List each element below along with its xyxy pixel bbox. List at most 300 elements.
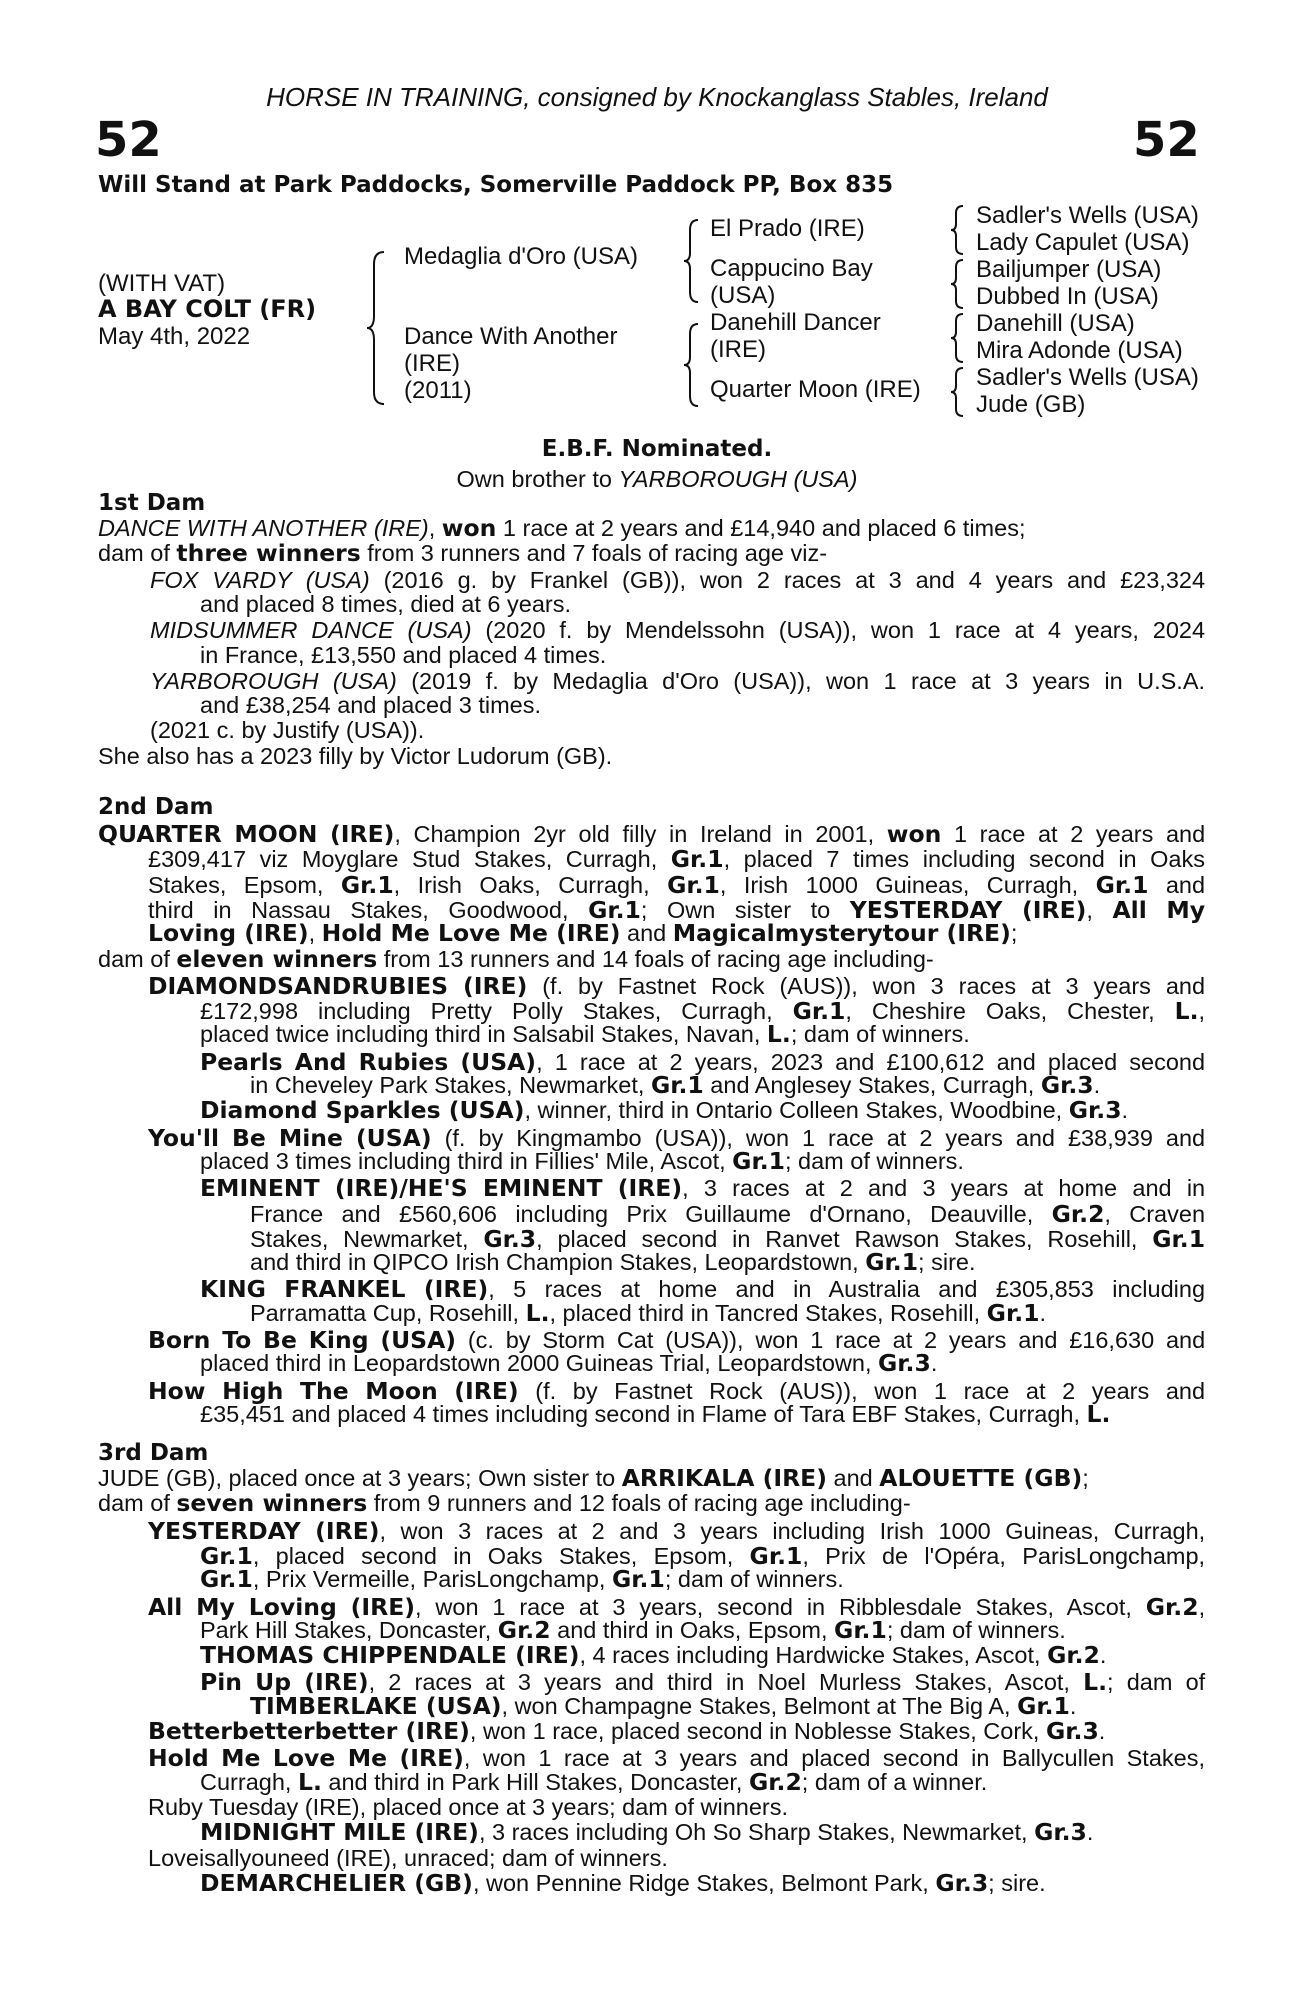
text: races: [958, 972, 1017, 999]
text: races: [485, 1517, 544, 1544]
bold-text: L.: [1086, 1399, 1111, 1428]
italic-text: DANCE WITH ANOTHER (IRE): [98, 515, 429, 541]
pedigree-dam-dam: Quarter Moon (IRE): [710, 376, 921, 403]
text: ,: [415, 1593, 422, 1620]
text: ; sire.: [918, 1249, 976, 1276]
bold-text: ALOUETTE (GB): [879, 1464, 1083, 1492]
text: Rock: [709, 1377, 763, 1404]
text: home: [658, 1276, 718, 1303]
third-dam-line: [98, 1466, 1089, 1491]
text: by: [578, 972, 603, 999]
text: race: [563, 1745, 610, 1772]
bold-text: three winners: [176, 539, 361, 568]
text: Storm: [542, 1327, 606, 1353]
text: in: [726, 1669, 745, 1696]
text: in: [732, 1225, 751, 1252]
bold-text: Gr.3: [1068, 1096, 1122, 1125]
text: third: [667, 1669, 713, 1696]
text: at: [1025, 1377, 1046, 1404]
text: d'Oro: [662, 667, 719, 694]
text: years: [948, 1327, 1007, 1353]
bold-text: (IRE): [423, 1275, 489, 1304]
text: £16,630: [1069, 1327, 1155, 1353]
text: and: [1165, 1327, 1206, 1353]
text: Stakes,: [582, 998, 662, 1025]
text: (2020: [485, 617, 546, 644]
bold-text: Gr.1: [1095, 870, 1149, 899]
text: including: [1112, 1276, 1206, 1303]
text: won: [745, 1124, 790, 1151]
text: ,: [1086, 896, 1093, 923]
text: ,: [682, 1175, 689, 1202]
text: Own: [667, 896, 716, 923]
text: at: [557, 1517, 578, 1544]
bold-text: The: [300, 1376, 349, 1405]
text: at: [485, 1669, 505, 1696]
text: Ascot,: [1066, 1593, 1132, 1620]
text: second: [882, 1745, 959, 1772]
text: 3: [612, 1593, 626, 1620]
text: Curragh,: [558, 871, 650, 898]
third-dam-line: [200, 1820, 1093, 1845]
text: £23,324: [1120, 566, 1206, 593]
text: Epsom,: [653, 1542, 734, 1569]
pedigree-sire-brace: [683, 218, 701, 304]
text: race: [579, 1048, 626, 1075]
bold-text: You'll: [148, 1123, 220, 1152]
text: won: [872, 972, 916, 999]
text: Chester,: [1067, 998, 1155, 1025]
text: won: [400, 1517, 444, 1544]
text: Noel: [757, 1669, 806, 1696]
bold-text: Be: [232, 1123, 266, 1152]
text: in: [1186, 1175, 1206, 1202]
pedigree-g3-4: Danehill (USA): [976, 310, 1135, 337]
text: race: [979, 821, 1026, 847]
text: (2016: [383, 566, 444, 593]
bold-text: FRANKEL: [284, 1275, 406, 1304]
text: Stakes,: [558, 1542, 638, 1569]
text: 1: [933, 1377, 947, 1404]
pedigree-g3-5: Mira Adonde (USA): [976, 337, 1183, 364]
text: filly: [622, 821, 657, 847]
text: ParisLongchamp,: [1022, 1542, 1206, 1569]
text: ; dam of winners.: [790, 1021, 970, 1048]
text: Parramatta Cup, Rosehill,: [250, 1299, 526, 1326]
text: 1: [883, 667, 897, 694]
text: £560,606: [398, 1200, 498, 1227]
text: Guineas,: [1005, 1517, 1100, 1544]
bold-text: Gr.1: [792, 997, 846, 1026]
text: France: [250, 1200, 324, 1227]
text: races: [732, 1175, 790, 1202]
first-dam-line: [150, 567, 1205, 594]
pedigree-dam-sire-line1: Danehill Dancer: [710, 309, 881, 336]
second-dam-line: [200, 1351, 937, 1376]
bold-text: EMINENT: [200, 1174, 320, 1203]
text: Ribblesdale: [838, 1593, 962, 1620]
bold-text: MIDNIGHT MILE (IRE): [200, 1818, 479, 1847]
text: ,: [393, 871, 401, 898]
text: £100,612: [886, 1048, 985, 1075]
text: g.: [457, 566, 478, 593]
first-dam-line: [98, 541, 827, 566]
text: race: [963, 1377, 1010, 1404]
text: (2021 c. by Justify (USA)).: [150, 717, 425, 744]
text: and third in Oaks, Epsom,: [550, 1616, 835, 1643]
text: in: [784, 821, 803, 847]
text: of: [1185, 1669, 1206, 1696]
bold-text: (IRE): [329, 820, 395, 848]
text: won: [870, 617, 915, 644]
bold-text: seven winners: [176, 1489, 368, 1518]
text: at: [971, 667, 991, 694]
text: and: [996, 1048, 1036, 1075]
text: and: [1018, 1327, 1058, 1353]
bold-text: Pearls: [200, 1047, 283, 1076]
third-dam-line: [250, 1691, 1077, 1720]
text: Deauville,: [930, 1200, 1034, 1227]
text: won: [874, 1377, 918, 1404]
text: 2: [1062, 1377, 1076, 1404]
third-dam-line: [200, 1615, 1066, 1644]
text: (f.: [444, 1124, 466, 1151]
text: £305,853: [995, 1276, 1094, 1303]
bold-text: Gr.1: [834, 1615, 887, 1644]
pedigree-g3-7: Jude (GB): [976, 391, 1086, 418]
text: Craven: [1129, 1200, 1206, 1227]
bold-text: My: [196, 1592, 235, 1621]
text: at: [892, 1327, 913, 1353]
text: Ranvet: [765, 1225, 840, 1252]
text: Cheshire: [871, 998, 966, 1025]
bold-text: Up: [255, 1668, 292, 1697]
pedigree-g3-6: Sadler's Wells (USA): [976, 364, 1199, 391]
text: and: [1015, 1124, 1056, 1151]
italic-text: VARDY: [212, 566, 292, 593]
text: 3: [672, 1517, 686, 1544]
second-dam-line: [250, 1073, 1100, 1098]
bold-text: Gr.1: [1017, 1691, 1070, 1720]
text: Newmarket,: [343, 1225, 469, 1252]
text: and: [826, 1465, 880, 1491]
bold-text: And: [294, 1047, 347, 1076]
text: 1: [953, 821, 968, 847]
italic-text: (USA): [407, 617, 472, 644]
text: Rock: [711, 972, 765, 999]
first-dam-line: [200, 592, 571, 617]
text: JUDE (GB), placed once at 3 years; Own sister to: [98, 1465, 622, 1491]
text: placed: [1047, 1048, 1118, 1075]
text: race: [954, 617, 1001, 644]
bold-text: (IRE): [315, 1516, 380, 1545]
text: Stakes,: [1126, 1745, 1205, 1772]
text: races: [783, 566, 842, 593]
text: Stakes,: [250, 1225, 329, 1252]
text: second: [361, 1542, 437, 1569]
text: Ballycullen: [1001, 1745, 1115, 1772]
bold-text: To: [222, 1326, 252, 1354]
text: 3: [888, 566, 902, 593]
text: dam of: [98, 1490, 177, 1517]
first-dam-line: [200, 693, 541, 718]
text: d'Ornano,: [809, 1200, 912, 1227]
second-dam-line: [148, 845, 1205, 873]
bold-text: Gr.3: [483, 1224, 537, 1253]
text: including: [772, 1517, 866, 1544]
text: years: [1091, 1377, 1150, 1404]
italic-text: YARBOROUGH: [150, 667, 319, 694]
italic-text: (USA): [305, 566, 370, 593]
text: old: [578, 821, 610, 847]
text: ,: [1104, 1200, 1111, 1227]
text: (AUS)),: [779, 1377, 858, 1404]
text: .: [1093, 1072, 1101, 1098]
text: Stakes,: [914, 1669, 993, 1696]
third-dam-line: [200, 1643, 1106, 1668]
bold-text: Gr.3: [1040, 1071, 1094, 1099]
bold-text: Magicalmysterytour (IRE): [672, 919, 1011, 948]
vat-note: (WITH VAT): [98, 270, 226, 297]
bold-text: Gr.1: [340, 870, 394, 899]
text: .: [1099, 1642, 1107, 1669]
bold-text: Diamond Sparkles (USA): [200, 1096, 525, 1125]
text: f.: [559, 617, 573, 644]
page-header-title: HORSE IN TRAINING, consigned by Knockanglass Stables, Ireland: [266, 82, 1048, 112]
text: de: [881, 1542, 909, 1569]
third-dam-line: [98, 1491, 911, 1516]
text: Loveisallyouneed (IRE), unraced; dam of winners.: [148, 1844, 668, 1871]
italic-text: MIDSUMMER: [150, 617, 298, 644]
text: ,: [252, 1542, 260, 1569]
italic-text: (USA): [332, 667, 397, 694]
text: ; dam of a winner.: [801, 1768, 988, 1795]
text: Pretty: [430, 998, 493, 1025]
text: at: [622, 1745, 642, 1772]
text: at: [1014, 617, 1035, 644]
text: Mendelssohn: [625, 617, 765, 644]
bold-text: Mine: [278, 1123, 343, 1152]
text: f.: [485, 667, 499, 694]
text: Ascot,: [1004, 1669, 1070, 1696]
text: including: [922, 846, 1016, 873]
text: viz: [259, 846, 289, 873]
text: second: [717, 1593, 793, 1620]
text: in Cheveley Park Stakes, Newmarket,: [250, 1072, 651, 1098]
third-dam-line: [148, 1846, 668, 1871]
first-dam-line: [200, 643, 606, 668]
text: Fastnet: [617, 972, 697, 999]
lot-number-left: 52: [95, 112, 162, 168]
third-dam-line: [200, 1868, 1046, 1897]
text: in: [1104, 667, 1123, 694]
bold-text: Rubies: [358, 1047, 449, 1076]
bold-text: (IRE): [617, 1174, 683, 1203]
text: ,: [428, 515, 442, 541]
text: £38,939: [1067, 1124, 1153, 1151]
second-dam-line: [200, 1146, 964, 1175]
text: race: [835, 1327, 881, 1353]
italic-text: FOX: [150, 566, 199, 593]
text: in: [669, 821, 688, 847]
second-dam-line: [250, 1250, 976, 1275]
text: years,: [694, 1048, 759, 1075]
pedigree-g3-brace-1: [950, 204, 966, 256]
second-dam-line: [200, 1098, 1128, 1123]
bold-text: THOMAS CHIPPENDALE (IRE): [200, 1641, 580, 1670]
italic-text: DANCE: [311, 617, 394, 644]
text: ,: [488, 1276, 495, 1303]
text: 1: [554, 1048, 568, 1075]
text: placed: [557, 1225, 627, 1252]
text: years,: [639, 1593, 704, 1620]
text: Medaglia: [552, 667, 648, 694]
bold-text: Gr.1: [200, 1541, 253, 1570]
text: ;: [1082, 1465, 1089, 1491]
bold-text: (IRE): [1021, 895, 1087, 924]
text: ; dam of winners.: [886, 1616, 1066, 1643]
text: 1: [492, 1593, 506, 1620]
text: at: [1037, 821, 1058, 847]
text: Stakes,: [975, 1593, 1055, 1620]
bold-text: won: [886, 820, 942, 848]
text: races: [544, 1276, 603, 1303]
bold-text: Gr.2: [1051, 1199, 1105, 1228]
text: in: [453, 1542, 472, 1569]
text: 1: [810, 1327, 824, 1353]
bold-text: DEMARCHELIER (GB): [200, 1868, 473, 1897]
bold-text: Hold: [148, 1744, 209, 1773]
bold-text: L.: [1174, 997, 1199, 1026]
bold-text: EMINENT: [482, 1174, 603, 1203]
text: 1: [802, 1124, 816, 1151]
text: 2: [919, 1124, 933, 1151]
text: placed 3 times including third in Fillies' Mile, Ascot,: [200, 1147, 733, 1174]
text: 7: [826, 846, 840, 873]
text: Oaks: [1150, 846, 1206, 873]
text: , 3 races including Oh So Sharp Stakes, Newmarket,: [478, 1819, 1035, 1846]
text: race: [910, 667, 957, 694]
text: at: [637, 1048, 658, 1075]
bold-text: (IRE): [462, 971, 528, 1000]
text: .: [1098, 1718, 1106, 1744]
pedigree-dam-line1: Dance With Another: [404, 323, 618, 350]
second-dam-line: [200, 1399, 1111, 1428]
bold-text: MOON: [234, 820, 318, 848]
text: ; dam of winners.: [664, 1566, 844, 1593]
bold-text: ARRIKALA (IRE): [621, 1464, 827, 1492]
text: years: [679, 1745, 738, 1772]
pedigree-g3-brace-4: [950, 366, 966, 418]
bold-text: Gr.2: [1145, 1592, 1199, 1621]
second-dam-line: [250, 1298, 1047, 1327]
text: placed: [801, 1745, 871, 1772]
text: in: [213, 896, 232, 923]
bold-text: Gr.1: [667, 870, 720, 899]
text: Irish: [743, 871, 789, 898]
text: £172,998: [200, 998, 299, 1025]
pedigree-sire: Medaglia d'Oro (USA): [404, 243, 638, 270]
text: (AUS)),: [779, 972, 858, 999]
text: dam of: [98, 540, 177, 567]
text: home: [1058, 1175, 1118, 1202]
text: (USA)),: [654, 1124, 733, 1151]
text: placed twice including third in Salsabil Stakes, Navan,: [200, 1021, 767, 1048]
third-dam-title: 3rd Dam: [98, 1440, 209, 1466]
text: in: [793, 1276, 812, 1303]
text: ,: [802, 1542, 809, 1569]
text: sister: [734, 896, 792, 923]
text: at: [855, 566, 875, 593]
text: (USA)),: [665, 1327, 744, 1353]
text: second: [1029, 846, 1105, 873]
text: Australia: [828, 1276, 920, 1303]
text: ,: [1198, 998, 1206, 1025]
text: 1000: [805, 871, 858, 898]
bold-text: won: [441, 514, 497, 542]
text: won: [699, 566, 743, 593]
text: in: [971, 1745, 990, 1772]
own-brother-name: YARBOROUGH (USA): [618, 466, 858, 492]
text: race: [828, 1124, 874, 1151]
bold-text: Gr.2: [1047, 1641, 1100, 1670]
text: (GB)),: [622, 566, 686, 593]
text: l'Opéra,: [924, 1542, 1006, 1569]
text: , won 1 race, placed second in Noblesse Stakes, Cork,: [469, 1718, 1046, 1744]
bold-text: Gr.1: [1152, 1224, 1206, 1253]
text: and placed 8 times, died at 6 years.: [200, 590, 571, 617]
text: Stud: [412, 846, 461, 873]
text: years: [950, 1175, 1009, 1202]
bold-text: L.: [525, 1298, 550, 1327]
bold-text: Loving: [248, 1592, 337, 1621]
text: Oaks: [487, 1542, 543, 1569]
pedigree-g3-2: Bailjumper (USA): [976, 256, 1162, 283]
text: .: [1069, 1692, 1077, 1719]
text: She also has a 2023 filly by Victor Ludorum (GB).: [98, 742, 613, 769]
text: years: [544, 1669, 602, 1696]
bold-text: All: [148, 1592, 183, 1621]
text: including: [317, 998, 411, 1025]
text: years: [995, 566, 1054, 593]
text: by: [505, 1327, 531, 1353]
pedigree-g3-1: Lady Capulet (USA): [976, 229, 1190, 256]
second-dam-line: [200, 1174, 1205, 1202]
text: years,: [1074, 617, 1139, 644]
text: 1: [927, 617, 941, 644]
text: ; sire.: [988, 1869, 1046, 1896]
text: Guineas,: [875, 871, 970, 898]
text: ,: [308, 920, 322, 947]
text: £309,417: [148, 846, 247, 873]
text: 2: [1070, 821, 1084, 847]
text: ;: [640, 896, 648, 923]
text: U.S.A.: [1137, 667, 1206, 694]
first-dam-line: [150, 617, 1205, 644]
text: Stakes,: [473, 846, 553, 873]
text: and: [735, 1276, 775, 1303]
text: Ireland: [699, 821, 772, 847]
bold-text: All: [1112, 895, 1147, 924]
text: , 4 races including Hardwicke Stakes, Ascot,: [579, 1642, 1048, 1669]
text: ,: [1198, 1593, 1206, 1620]
text: 4: [968, 566, 982, 593]
text: ,: [845, 998, 852, 1025]
bold-text: L.: [1083, 1668, 1108, 1697]
text: at: [1023, 1175, 1044, 1202]
bold-text: (USA): [355, 1123, 432, 1152]
text: ;: [1010, 920, 1018, 947]
